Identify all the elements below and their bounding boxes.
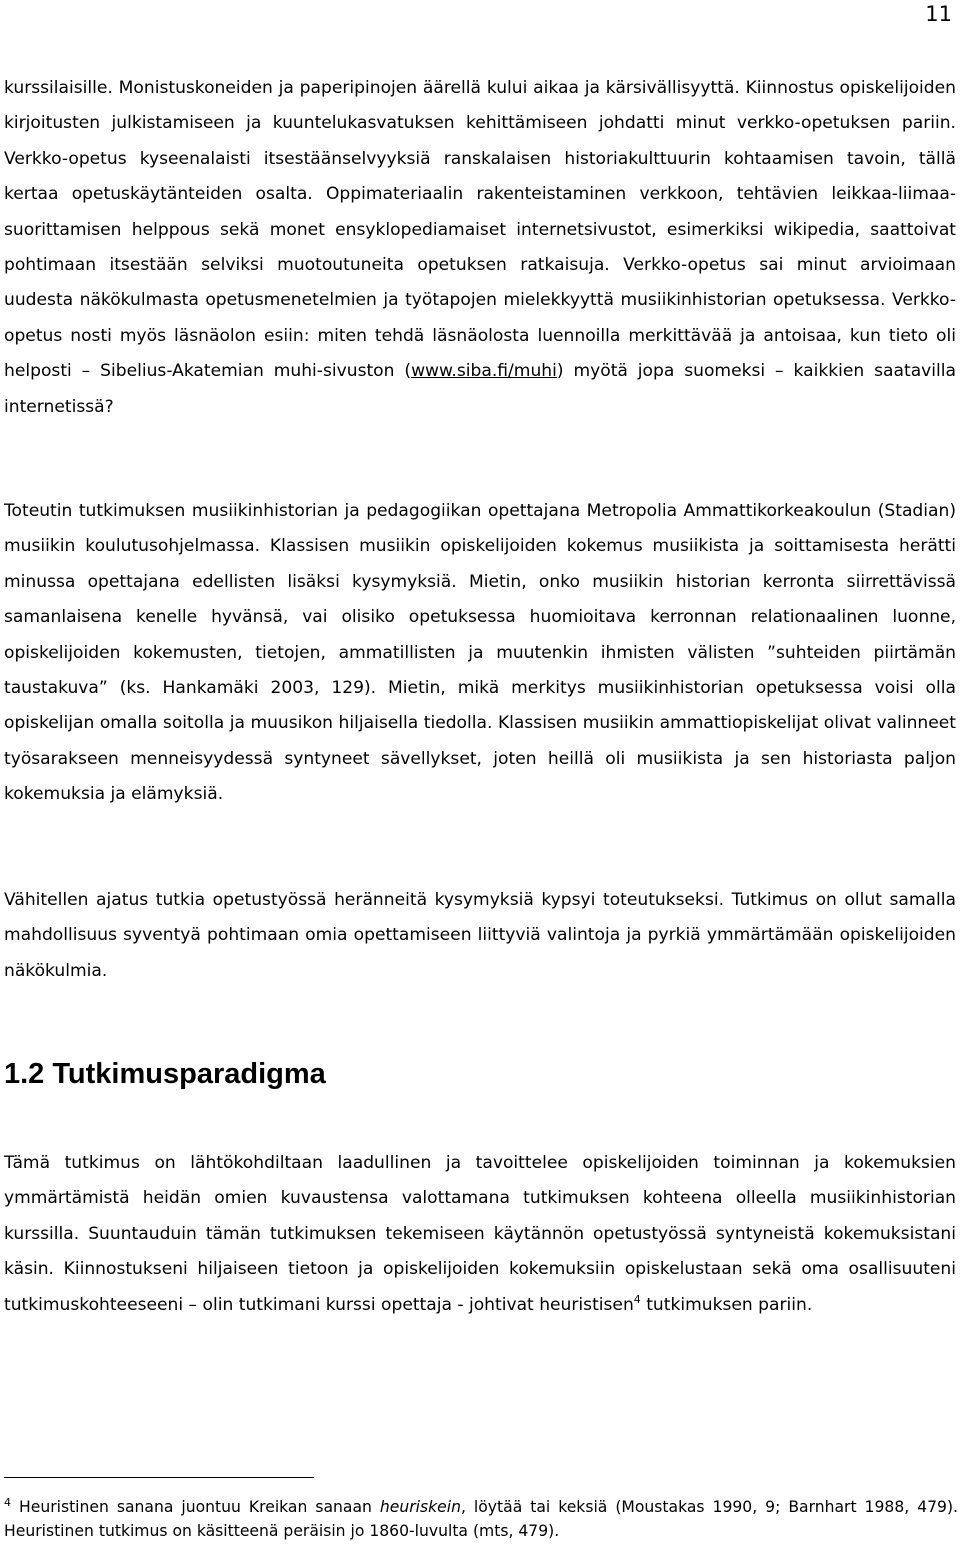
paragraph-1-text: kurssilaisille. Monistuskoneiden ja paperipinojen äärellä kului aikaa ja kärsivällisyyttä. Kiinnostus opiskelijoiden kirjoitusten julkistamiseen ja kuuntelukasvatuksen kehittämiseen johdatti minut verkko-opetuksen pariin. Verkko-opetus kyseenalaisti itsestäänselvyyksiä ranskalaisen historiakulttuurin kohtaamisen tavoin, tällä kertaa opetuskäytänteiden osalta. Oppimateriaalin rakenteistaminen verkkoon, tehtävien leikkaa-liimaa-suorittamisen helppous sekä monet ensyklopediamaiset internetsivustot, esimerkiksi wikipedia, saattoivat pohtimaan itsestään selviksi muotoutuneita opetuksen ratkaisuja. Verkko-opetus sai minut arvioimaan uudesta näkökulmasta opetusmenetelmien ja työtapojen mielekkyyttä musiikinhistorian opetuksessa. Verkko-opetus nosti myös läsnäolon esiin: miten tehdä läsnäolosta luennoilla merkittävää ja antoisaa, kun tieto oli helposti – Sibelius-Akatemian muhi-sivuston ( (4, 78, 956, 382)
paragraph-4-text-end: tutkimuksen pariin. (640, 1294, 813, 1315)
footnote-text-end: , löytää tai keksiä (Moustakas 1990, 9; Barnhart 1988, 479). Heuristinen tutkimus on käsitteenä peräisin jo 1860-luvulta (mts, 479). (4, 1498, 958, 1540)
section-heading: 1.2 Tutkimusparadigma (4, 1058, 326, 1090)
paragraph-1-text-end: ) myötä jopa suomeksi – kaikkien saatavilla internetissä? (4, 361, 957, 417)
footnote (4, 1495, 958, 1543)
page-number: 11 (925, 2, 952, 26)
paragraph-4-text: Tämä tutkimus on lähtökohdiltaan laadullinen ja tavoittelee opiskelijoiden toiminnan ja kokemuksien ymmärtämistä heidän omien kuvaustensa valottamana tutkimuksen kohteena olleella musiikinhistorian kurssilla. Suuntauduin tämän tutkimuksen tekemiseen käytännön opetustyössä syntyneistä kokemuksistani käsin. Kiinnostukseni hiljaiseen tietoon ja opiskelijoiden kokemuksiin opiskelustaan sekä oma osallisuuteni tutkimuskohteeseeni – olin tutkimani kurssi opettaja - johtivat heuristisen (4, 1153, 956, 1315)
paragraph-3: Vähitellen ajatus tutkia opetustyössä heränneitä kysymyksiä kypsyi toteutukseksi. Tutkimus on ollut samalla mahdollisuus syventyä pohtimaan omia opettamiseen liittyviä valintoja ja pyrkiä ymmärtämään opiskelijoiden näkökulmia. (4, 890, 956, 981)
footnote-italic-term: heuriskein (379, 1498, 461, 1516)
muhi-link[interactable]: www.siba.fi/muhi (411, 361, 557, 382)
footnote-number: 4 (4, 1496, 11, 1509)
footnote-divider (4, 1477, 314, 1478)
footnote-reference[interactable]: 4 (633, 1292, 641, 1306)
paragraph-2: Toteutin tutkimuksen musiikinhistorian ja pedagogiikan opettajana Metropolia Ammattikorkeakoulun (Stadian) musiikin koulutusohjelmassa. Klassisen musiikin opiskelijoiden kokemus musiikista ja soittamisesta herätti minussa opettajana edellisten lisäksi kysymyksiä. Mietin, onko musiikin historian kerronta siirrettävissä samanlaisena kenelle hyvänsä, vai olisiko opetuksessa huomioitava kerronnan relationaalinen luonne, opiskelijoiden kokemusten, tietojen, ammatillisten ja muutenkin ihmisten välisten ”suhteiden piirtämän taustakuva” (ks. Hankamäki 2003, 129). Mietin, mikä merkitys musiikinhistorian opetuksessa voisi olla opiskelijan omalla soitolla ja muusikon hiljaisella tiedolla. Klassisen musiikin ammattiopiskelijat olivat valinneet työsarakseen menneisyydessä syntyneet sävellykset, joten heillä oli musiikista ja sen historiasta paljon kokemuksia ja elämyksiä. (4, 501, 956, 805)
footnote-text: Heuristinen sanana juontuu Kreikan sanaan (11, 1498, 380, 1516)
paragraph-4 (4, 1146, 956, 1323)
paragraph-1 (4, 71, 956, 425)
